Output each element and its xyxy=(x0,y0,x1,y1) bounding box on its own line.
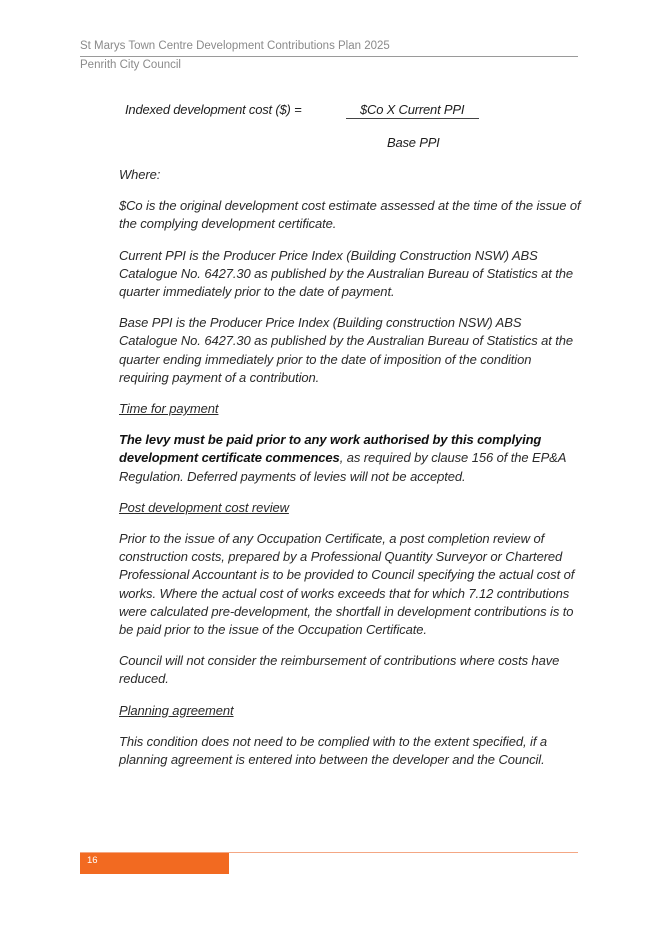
paragraph-time-for-payment xyxy=(119,431,581,486)
heading-post-development-review: Post development cost review xyxy=(119,499,289,515)
council-name: Penrith City Council xyxy=(80,59,181,71)
levy-payment-clause: , as required by clause 156 of the EP&A Regulation. Deferred payments of levies will not be accepted. xyxy=(119,450,566,484)
body-text xyxy=(119,166,581,769)
definition-co: $Co is the original development cost estimate assessed at the time of the issue of the complying development certificate. xyxy=(119,198,581,232)
paragraph-planning-agreement: This condition does not need to be complied with to the extent specified, if a planning agreement is entered into between the developer and the Council. xyxy=(119,733,547,768)
where-label: Where: xyxy=(119,167,161,182)
paragraph-no-reimbursement: Council will not consider the reimbursement of contributions where costs have reduced. xyxy=(119,653,560,687)
header-divider xyxy=(80,56,578,57)
definition-base-ppi: Base PPI is the Producer Price Index (Building construction NSW) ABS Catalogue No. 6427.30 as published by the Australian Bureau of Statistics at the quarter ending immediately prior to the date of imposition of the condition requiring payment of a contribution. xyxy=(119,315,574,385)
levy-payment-requirement: The levy must be paid prior to any work authorised by this complying development certificate commences xyxy=(119,432,542,466)
fraction-bar xyxy=(346,118,479,119)
page-number: 16 xyxy=(87,855,98,866)
paragraph-post-review: Prior to the issue of any Occupation Certificate, a post completion review of construction costs, prepared by a Professional Quantity Surveyor or Chartered Professional Accountant is to be provided to Council specifying the actual cost of works. Where the actual cost of works exceeds that for which 7.12 contributions were calculated pre-development, the shortfall in development contributions is to be paid prior to the issue of the Occupation Certificate. xyxy=(119,531,575,638)
definition-current-ppi: Current PPI is the Producer Price Index (Building Construction NSW) ABS Catalogue No. 6427.30 as published by the Australian Bureau of Statistics at the quarter immediately prior to the date of payment. xyxy=(119,247,574,300)
heading-time-for-payment: Time for payment xyxy=(119,401,219,417)
formula-lhs: Indexed development cost ($) = xyxy=(125,102,302,117)
formula-denominator: Base PPI xyxy=(387,135,440,150)
document-title: St Marys Town Centre Development Contributions Plan 2025 xyxy=(80,40,390,52)
page-number-tab xyxy=(80,853,229,874)
heading-planning-agreement: Planning agreement xyxy=(119,702,234,718)
formula-numerator: $Co X Current PPI xyxy=(360,102,465,117)
